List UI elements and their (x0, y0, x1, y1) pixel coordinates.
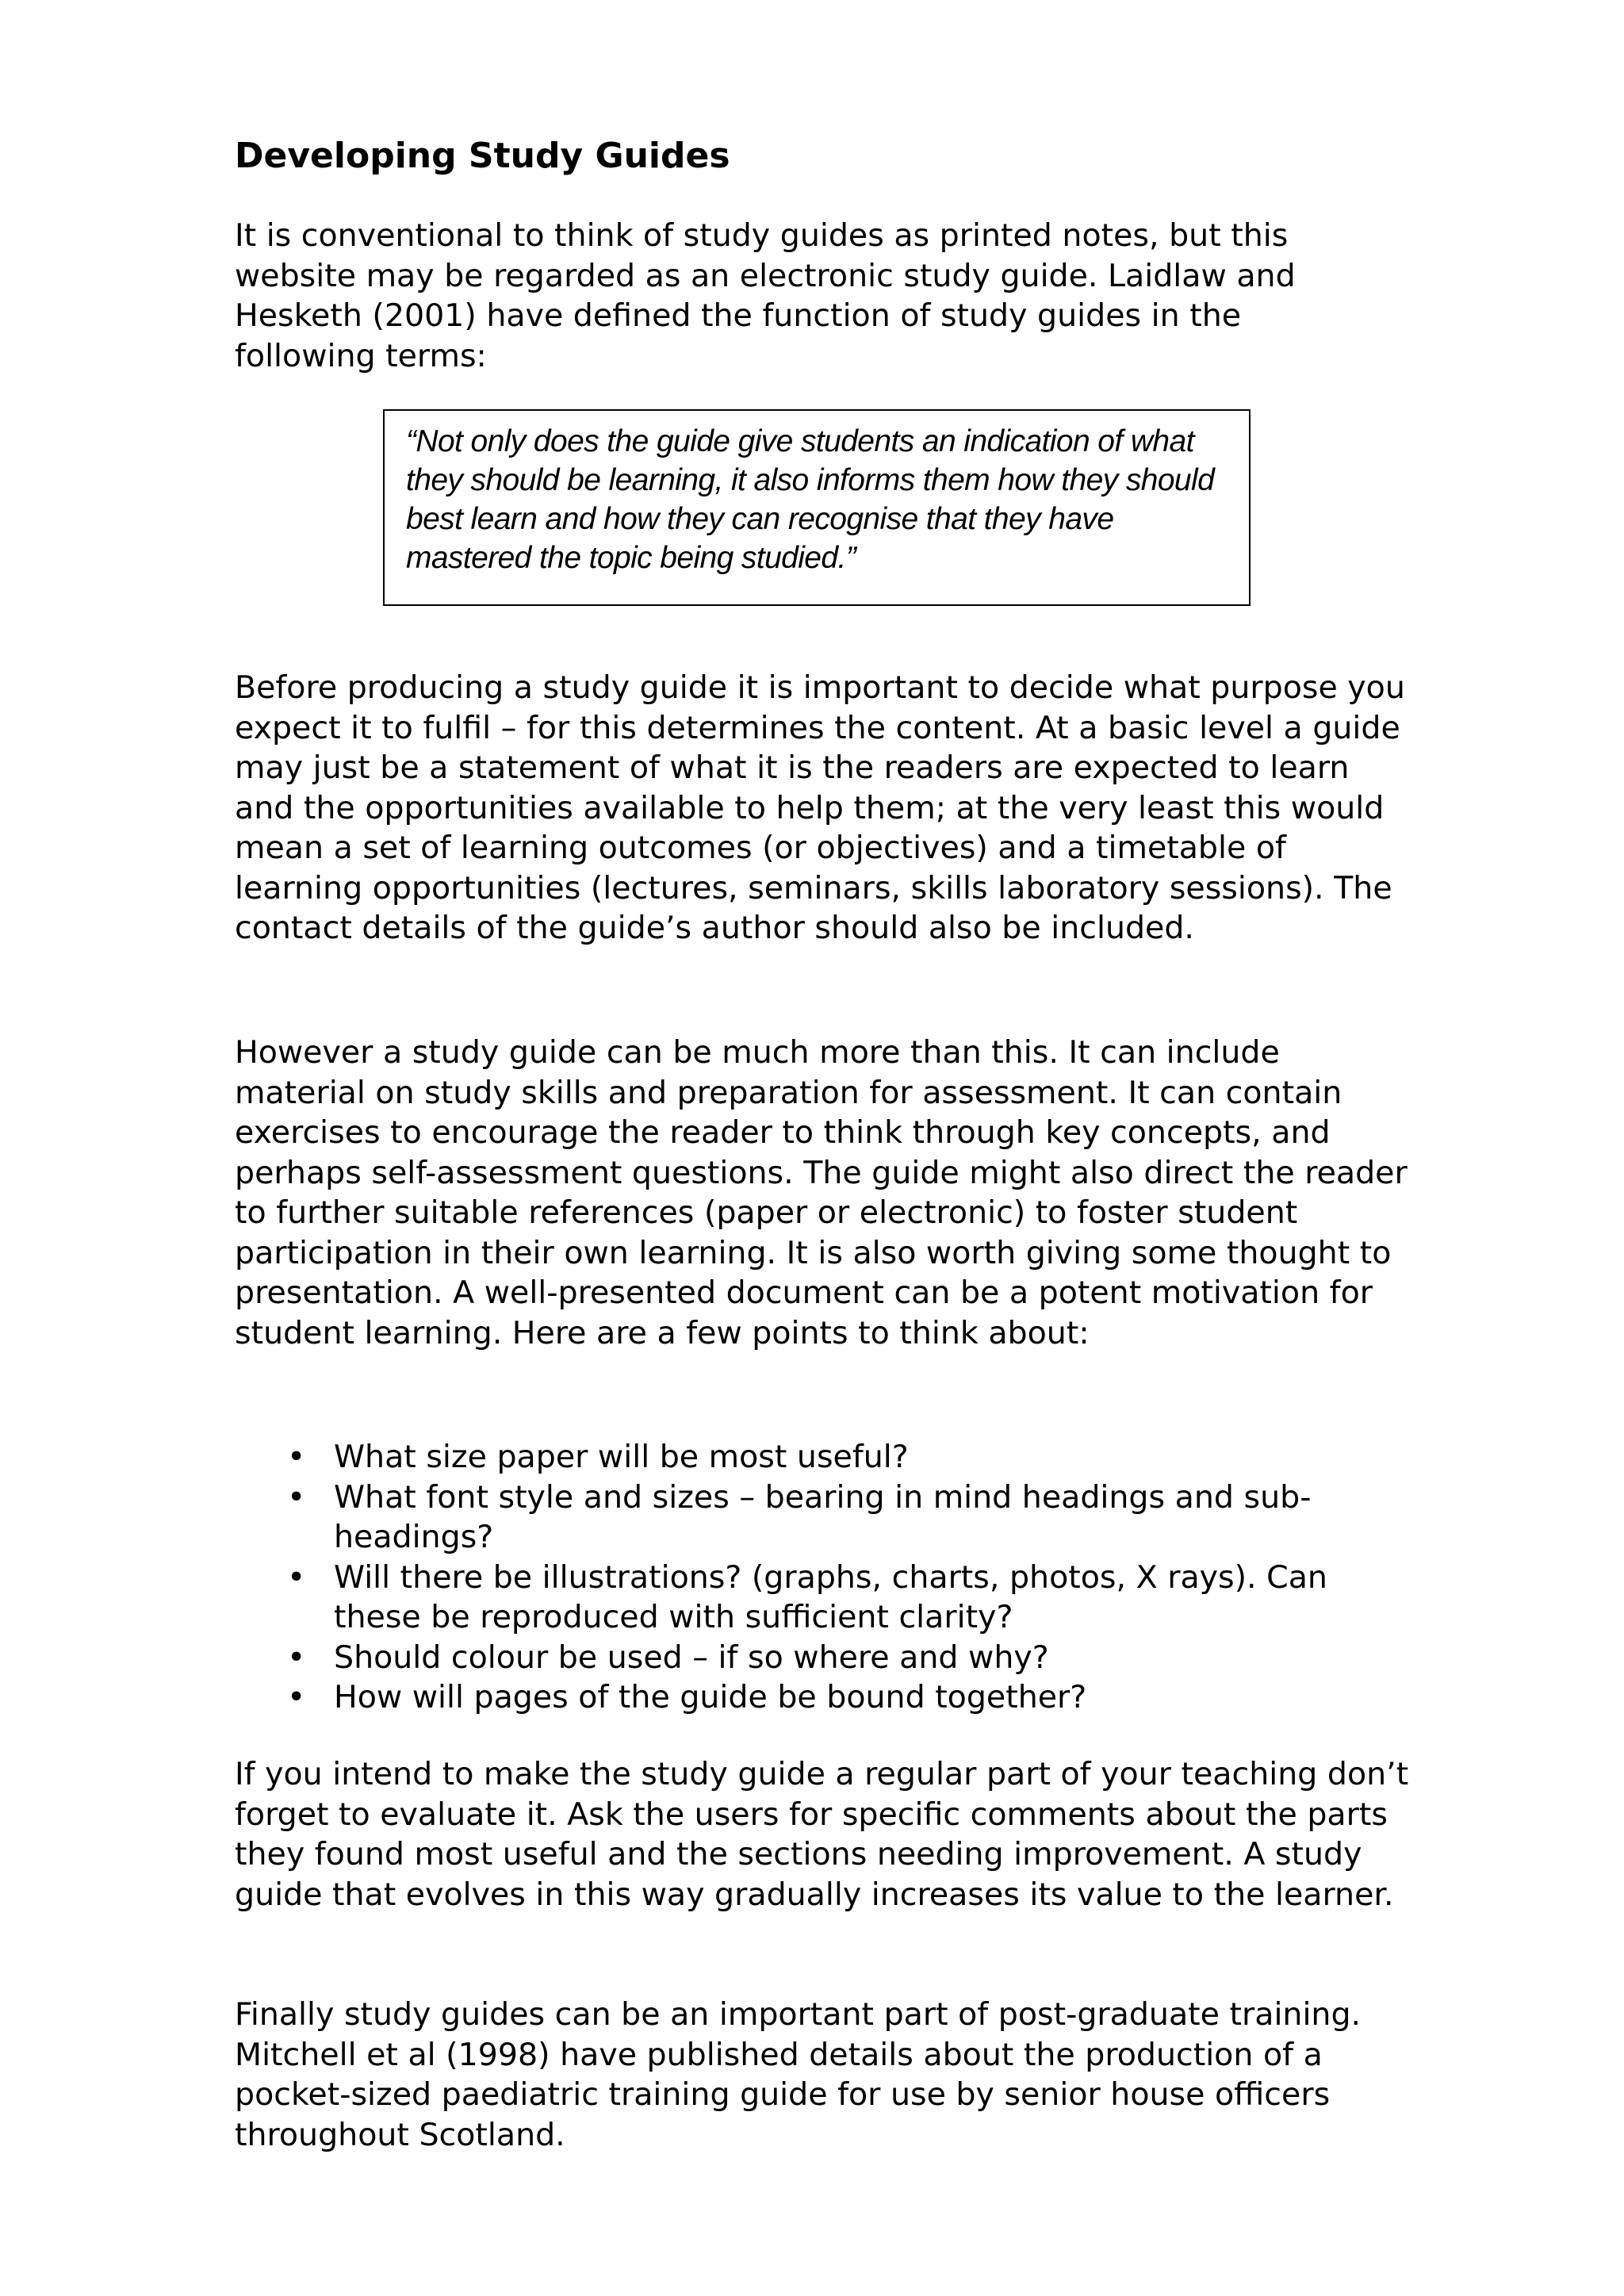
page-title: Developing Study Guides (235, 136, 730, 176)
bullet-icon: • (287, 1558, 306, 1596)
list-item (235, 1437, 1416, 1478)
list-item-text: Will there be illustrations? (graphs, charts, photos, X rays). Can these be reproduced with sufficient clarity? (334, 1558, 1327, 1635)
intro-paragraph: It is conventional to think of study guides as printed notes, but this website may be regarded as an electronic study guide. Laidlaw and Hesketh (2001) have defined the function of study guides in the following terms: (235, 217, 1296, 374)
list-item (235, 1677, 1416, 1718)
bullet-icon: • (287, 1679, 306, 1715)
quote-text: “Not only does the guide give students an indication of what they should be learning, it also informs them how they should best learn and how they can recognise that they have mastered the topic being studied.” (406, 424, 1215, 575)
points-list-block (235, 1437, 1416, 1718)
list-item-text: How will pages of the guide be bound together? (334, 1679, 1087, 1715)
quote-box (383, 409, 1251, 606)
list-item-text: What font style and sizes – bearing in mind headings and sub-headings? (334, 1478, 1312, 1555)
list-item-text: What size paper will be most useful? (334, 1439, 909, 1475)
document-page (235, 135, 1416, 376)
bullet-icon: • (287, 1639, 306, 1676)
purpose-paragraph: Before producing a study guide it is important to decide what purpose you expect it to fulfil – for this determines the content. At a basic level a guide may just be a statement of what it is the readers are expected to learn and the opportunities available to help them; at the very least this would mean a set of learning outcomes (or objectives) and a timetable of learning opportunities (lectures, seminars, skills laboratory sessions). The contact details of the guide’s author should also be included. (235, 669, 1405, 946)
bullet-icon: • (287, 1439, 306, 1475)
list-item (235, 1638, 1416, 1678)
list-item (235, 1478, 1416, 1558)
paragraph-purpose (235, 668, 1416, 949)
evaluate-paragraph: If you intend to make the study guide a regular part of your teaching don’t forget to evaluate it. Ask the users for specific comments about the parts they found most useful and the sections needing improvement. A study guide that evolves in this way gradually increases its value to the learner. (235, 1756, 1409, 1913)
paragraph-evaluate (235, 1754, 1416, 1915)
bullet-icon: • (287, 1478, 306, 1516)
list-item (235, 1558, 1416, 1638)
paragraph-finally (235, 1995, 1416, 2155)
more-paragraph: However a study guide can be much more than this. It can include material on study skills and preparation for assessment. It can contain exercises to encourage the reader to think through key concepts, and perhaps self-assessment questions. The guide might also direct the reader to further suitable references (paper or electronic) to foster student participation in their own learning. It is also worth giving some thought to presentation. A well-presented document can be a potent motivation for student learning. Here are a few points to think about: (235, 1034, 1408, 1351)
finally-paragraph: Finally study guides can be an important part of post-graduate training. Mitchell et al (1998) have published details about the production of a pocket-sized paediatric training guide for use by senior house officers throughout Scotland. (235, 1996, 1362, 2153)
list-item-text: Should colour be used – if so where and why? (334, 1639, 1049, 1676)
points-list (235, 1437, 1416, 1718)
paragraph-more (235, 1033, 1416, 1353)
